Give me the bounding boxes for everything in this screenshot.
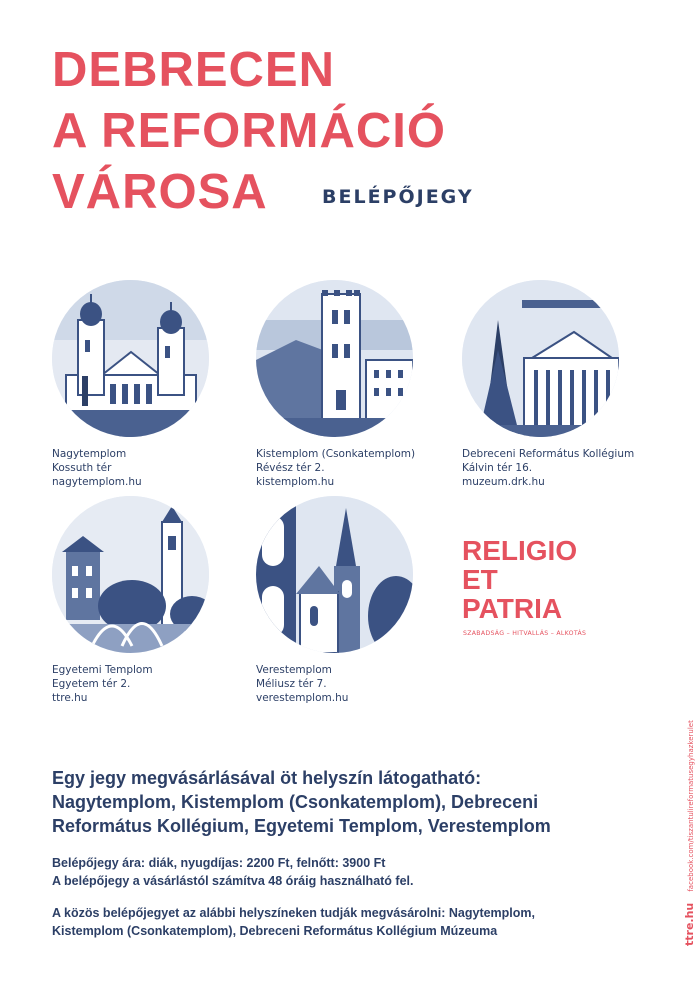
logo-line: PATRIA <box>462 593 563 624</box>
location-name: Kistemplom (Csonkatemplom) <box>256 448 416 460</box>
price-info <box>52 854 642 890</box>
location-address: Egyetem tér 2. <box>52 678 131 690</box>
location-caption <box>462 447 692 489</box>
location-name: Verestemplom <box>256 664 332 676</box>
location-caption <box>256 663 486 705</box>
egyetemi-templom-photo <box>52 496 209 653</box>
location-name: Nagytemplom <box>52 448 127 460</box>
location-address: Kossuth tér <box>52 462 112 474</box>
site-link[interactable]: ttre.hu <box>683 902 696 946</box>
location-caption <box>256 447 486 489</box>
price-line: Belépőjegy ára: diák, nyugdíjas: 2200 Ft, felnőtt: 3900 Ft <box>52 856 386 870</box>
headline-line: Nagytemplom, Kistemplom (Csonkatemplom), Debreceni <box>52 792 539 812</box>
purchase-info <box>52 904 642 940</box>
location-address: Révész tér 2. <box>256 462 325 474</box>
title-line: VÁROSA <box>52 165 268 219</box>
location-nagytemplom <box>52 280 282 489</box>
location-url: nagytemplom.hu <box>52 476 142 488</box>
location-name: Debreceni Református Kollégium <box>462 448 635 460</box>
location-egyetemi-templom <box>52 496 282 705</box>
logo-line: ET <box>462 564 498 595</box>
location-url: ttre.hu <box>52 692 88 704</box>
verestemplom-photo <box>256 496 413 653</box>
location-url: verestemplom.hu <box>256 692 349 704</box>
kistemplom-photo <box>256 280 413 437</box>
religio-et-patria-logo <box>462 536 577 623</box>
purchase-line: A közös belépőjegyet az alábbi helyszíneken tudják megvásárolni: Nagytemplom, <box>52 906 536 920</box>
location-url: muzeum.drk.hu <box>462 476 545 488</box>
headline-line: Egy jegy megvásárlásával öt helyszín látogatható: <box>52 768 482 788</box>
facebook-link[interactable]: facebook.com/tiszantulireformatusegyhazkerulet <box>687 720 695 892</box>
location-kistemplom <box>256 280 486 489</box>
side-links <box>678 720 697 946</box>
logo-line: RELIGIO <box>462 535 578 566</box>
location-kollegium <box>462 280 692 489</box>
nagytemplom-photo <box>52 280 209 437</box>
location-url: kistemplom.hu <box>256 476 335 488</box>
location-address: Kálvin tér 16. <box>462 462 533 474</box>
location-name: Egyetemi Templom <box>52 664 153 676</box>
location-verestemplom <box>256 496 486 705</box>
title-line: A REFORMÁCIÓ <box>52 104 446 158</box>
logo-tagline: SZABADSÁG – HITVALLÁS – ALKOTÁS <box>463 630 587 637</box>
ticket-label: BELÉPŐJEGY <box>322 186 474 208</box>
location-caption <box>52 447 282 489</box>
ticket-info <box>52 766 642 954</box>
location-address: Méliusz tér 7. <box>256 678 327 690</box>
validity-line: A belépőjegy a vásárlástól számítva 48 óráig használható fel. <box>52 874 414 888</box>
purchase-line: Kistemplom (Csonkatemplom), Debreceni Református Kollégium Múzeuma <box>52 924 498 938</box>
location-caption <box>52 663 282 705</box>
info-headline <box>52 766 642 838</box>
headline-line: Református Kollégium, Egyetemi Templom, Verestemplom <box>52 816 551 836</box>
title-line: DEBRECEN <box>52 43 335 97</box>
kollegium-photo <box>462 280 619 437</box>
